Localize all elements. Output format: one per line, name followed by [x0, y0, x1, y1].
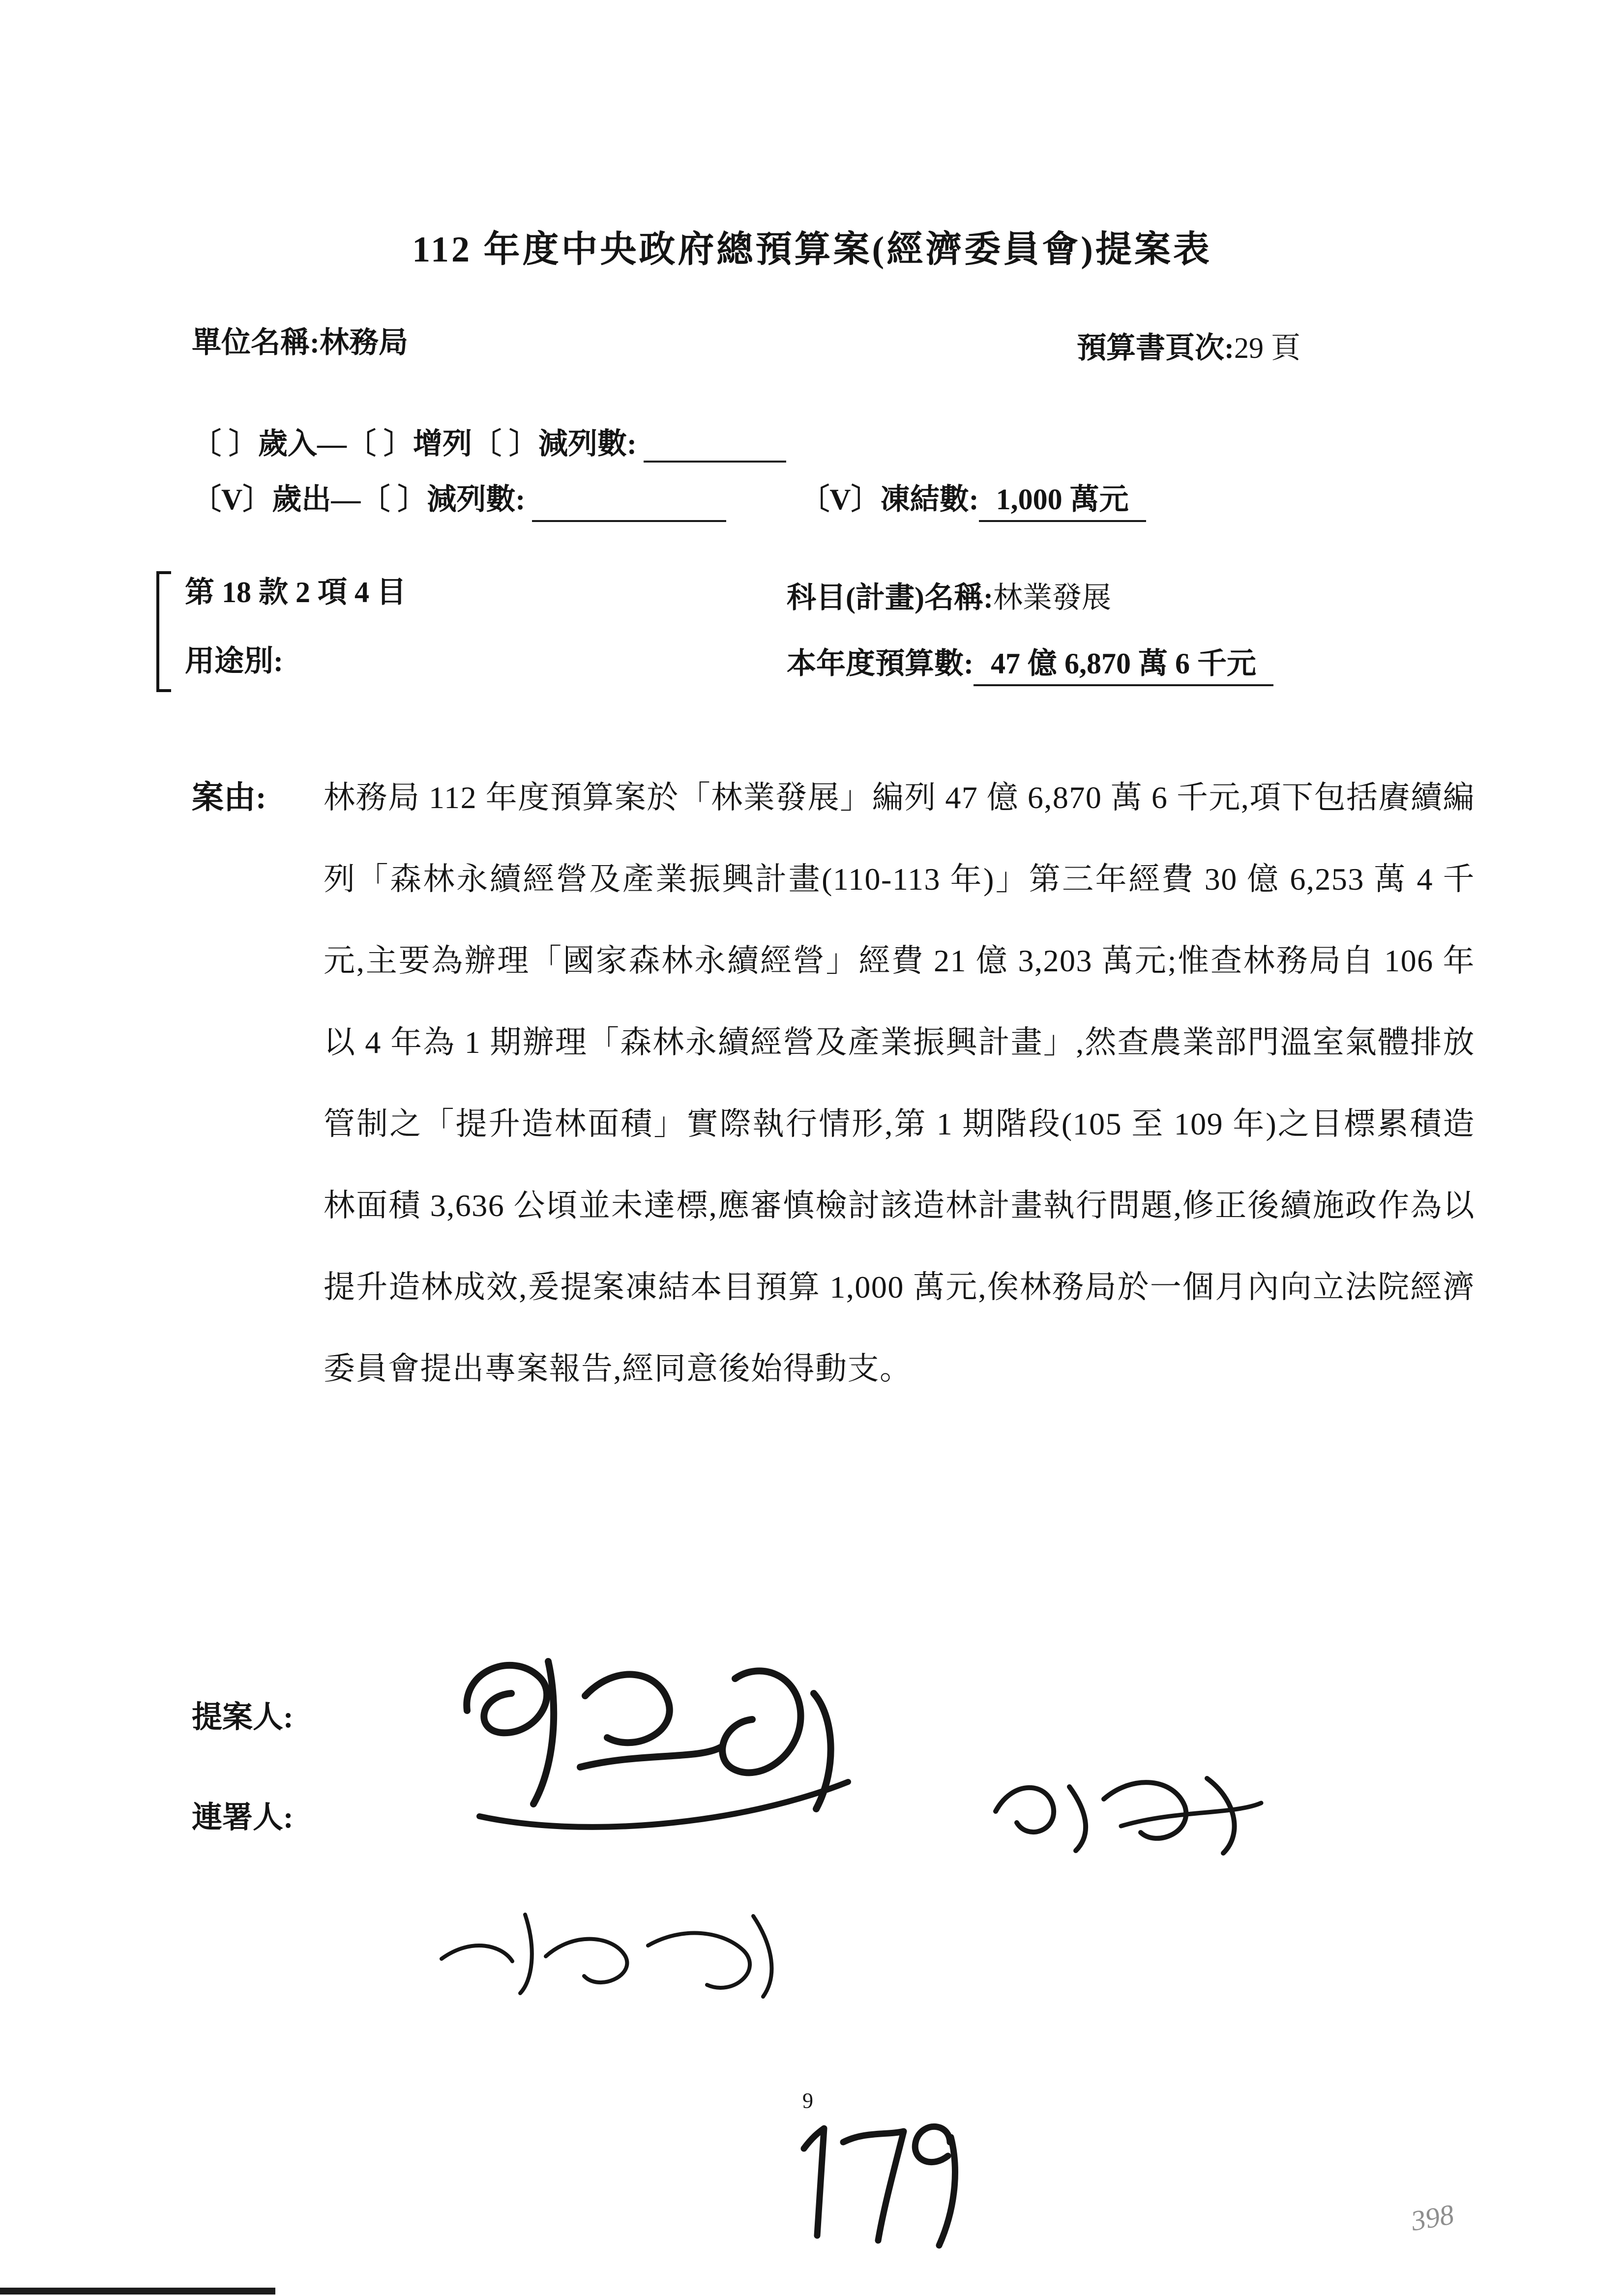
freeze-checkbox-label: 〔V〕凍結數:	[800, 483, 979, 516]
annual-budget-value: 47 億 6,870 萬 6 千元	[974, 640, 1273, 686]
expenditure-amount-blank	[532, 493, 726, 522]
printed-page-number: 9	[802, 2089, 813, 2113]
unit-name-label: 單位名稱:	[192, 326, 320, 359]
page-title: 112 年度中央政府總預算案(經濟委員會)提案表	[412, 230, 1212, 270]
annual-budget-row	[787, 640, 1273, 686]
proposer-signature	[433, 1637, 875, 1848]
corner-pencil-note: 398	[1409, 2198, 1456, 2238]
revenue-checkbox-row	[192, 426, 786, 463]
budget-item-number: 第 18 款 2 項 4 目	[185, 576, 406, 609]
subject-name-row	[787, 574, 1111, 616]
expenditure-checkboxes: 〔V〕歲出—〔 〕減列數:	[192, 483, 526, 516]
section-bracket	[156, 571, 171, 692]
scan-edge-artifact	[0, 2288, 275, 2295]
budget-page-row	[1077, 324, 1300, 367]
handwritten-page-number	[777, 2112, 988, 2259]
cosigner-label: 連署人:	[192, 1801, 294, 1834]
subject-name-value: 林業發展	[993, 581, 1111, 614]
revenue-checkboxes: 〔 〕歲入—〔 〕增列〔 〕減列數:	[192, 428, 637, 460]
cosigner-signature-1	[978, 1750, 1273, 1863]
freeze-amount-value: 1,000 萬元	[979, 476, 1146, 522]
expenditure-checkbox-row	[192, 476, 1146, 522]
subject-name-label: 科目(計畫)名稱:	[787, 581, 993, 614]
annual-budget-label: 本年度預算數:	[787, 647, 974, 680]
unit-name-row	[192, 324, 408, 361]
unit-name-value: 林務局	[319, 326, 408, 359]
usage-type-row: 用途別:	[185, 645, 283, 677]
case-label: 案由:	[192, 780, 266, 815]
budget-page-label: 預算書頁次:	[1077, 332, 1234, 364]
proposer-label: 提案人:	[192, 1701, 294, 1734]
revenue-amount-blank	[644, 433, 786, 463]
budget-page-value: 29 頁	[1234, 332, 1300, 364]
cosigner-signature-2	[428, 1888, 811, 2005]
case-description-block	[192, 757, 1475, 1410]
case-text: 林務局 112 年度預算案於「林業發展」編列 47 億 6,870 萬 6 千元,項下包括賡續編列「森林永續經營及產業振興計畫(110-113 年)」第三年經費 30 億 6,253 萬 4 千元,主要為辦理「國家森林永續經營」經費 21 億 3,203 萬元;惟查林務局自 106 年以 4 年為 1 期辦理「森林永續經營及產業振興計畫」,然查農業部門溫室氣體排放管制之「提升造林面積」實際執行情形,第 1 期階段(105 至 109 年)之目標累積造林面積 3,636 公頃並未達標,應審慎檢討該造林計畫執行問題,修正後續施政作為以提升造林成效,爰提案凍結本目預算 1,000 萬元,俟林務局於一個月內向立法院經濟委員會提出專案報告,經同意後始得動支。	[324, 780, 1475, 1386]
